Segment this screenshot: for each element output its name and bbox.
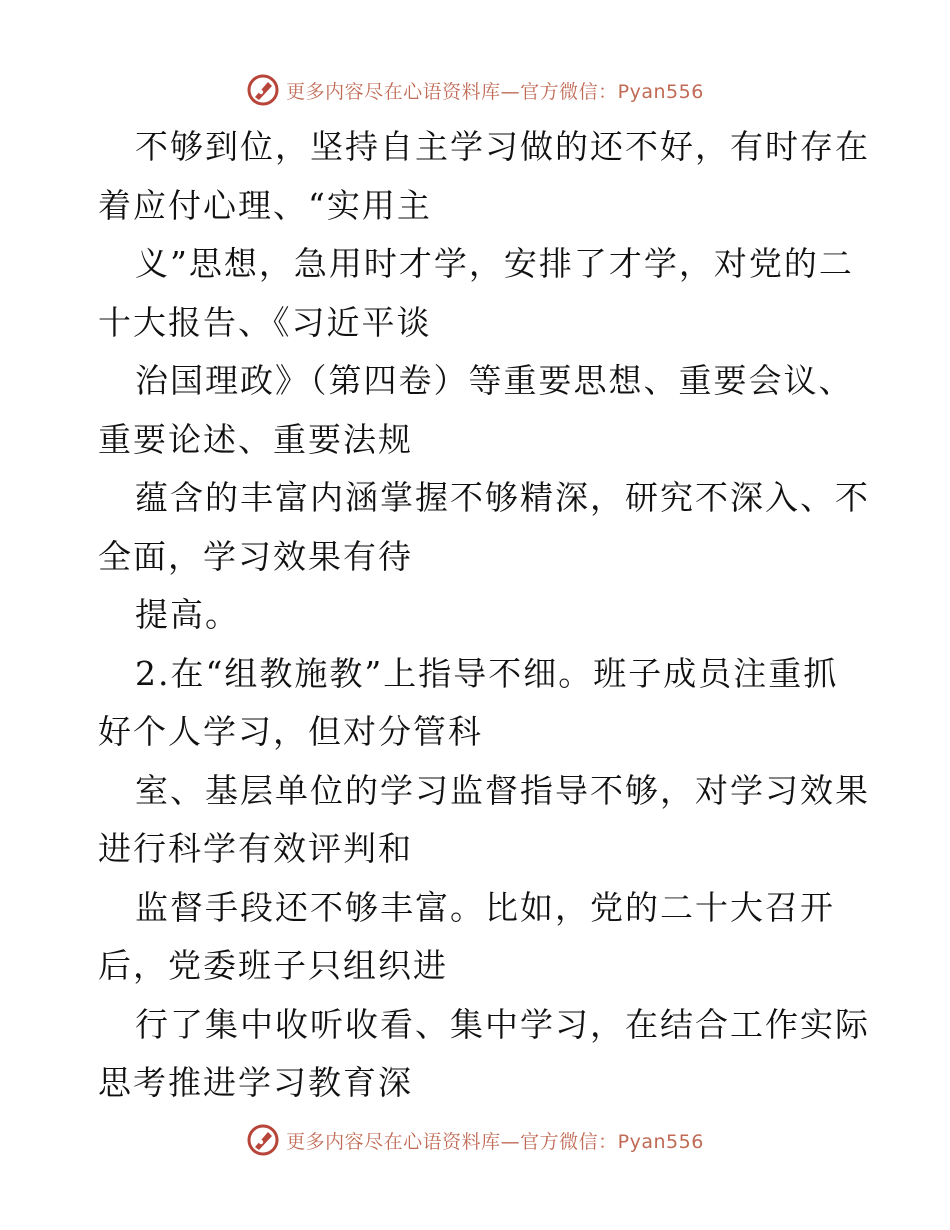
- text-line: 室、基层单位的学习监督指导不够，对学习效果: [135, 770, 870, 810]
- footer-banner: [0, 1120, 950, 1160]
- pen-nib-seal-icon: [246, 1123, 280, 1157]
- text-line: 着应付心理、“实用主: [98, 185, 432, 225]
- text-line: 2.在“组教施教”上指导不细。班子成员注重抓: [135, 653, 839, 693]
- text-line: 好个人学习，但对分管科: [98, 712, 483, 751]
- text-line: 思考推进学习教育深: [98, 1063, 413, 1102]
- text-line: 全面，学习效果有待: [98, 536, 413, 576]
- text-line: 监督手段还不够丰富。比如，党的二十大召开: [135, 887, 835, 927]
- text-line: 提高。: [135, 595, 240, 634]
- text-line: 行了集中收听收看、集中学习，在结合工作实际: [135, 1004, 870, 1044]
- pen-nib-seal-icon: [246, 73, 280, 107]
- text-line: 后，党委班子只组织进: [98, 946, 448, 985]
- text-line: 治国理政》（第四卷）等重要思想、重要会议、: [135, 361, 854, 400]
- header-banner: [0, 70, 950, 110]
- text-line: 十大报告、《习近平谈: [98, 302, 432, 342]
- text-line: 蕴含的丰富内涵掌握不够精深，研究不深入、不: [135, 478, 870, 517]
- text-line: 不够到位，坚持自主学习做的还不好，有时存在: [135, 127, 870, 166]
- text-line: 重要论述、重要法规: [98, 419, 413, 459]
- document-body: [98, 118, 870, 1113]
- header-banner-text: 更多内容尽在心语资料库—官方微信：Pyan556: [286, 80, 704, 103]
- footer-banner-text: 更多内容尽在心语资料库—官方微信：Pyan556: [286, 1130, 704, 1153]
- text-line: 进行科学有效评判和: [98, 829, 413, 868]
- text-line: 义”思想，急用时才学，安排了才学，对党的二: [135, 244, 854, 283]
